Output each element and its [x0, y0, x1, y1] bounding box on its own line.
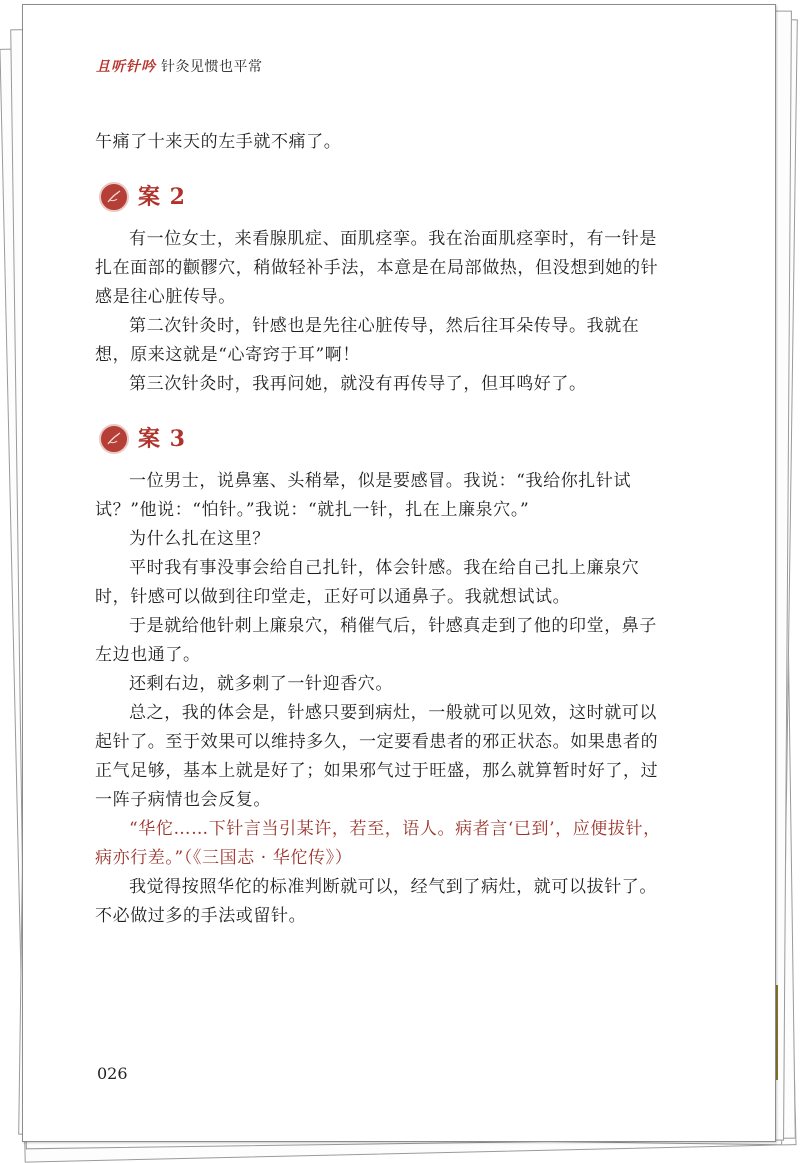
paragraph: 还剩右边，就多刺了一针迎香穴。	[129, 674, 393, 694]
running-header	[96, 56, 263, 76]
header-subtitle: 针灸见惯也平常	[161, 59, 263, 75]
paragraph: 午痛了十来天的左手就不痛了。	[95, 132, 342, 152]
case-2-heading	[95, 179, 673, 215]
paragraph: 有一位女士，来看腺肌症、面肌痉挛。我在治面肌痉挛时，有一针是扎在面部的颧髎穴，稍做轻补手法，本意是在局部做热，但没想到她的针感是往心脏传导。	[95, 229, 659, 307]
page-number: 026	[97, 1064, 128, 1083]
page-content	[95, 128, 673, 931]
case-2-title: 案 2	[138, 183, 186, 210]
paragraph: 于是就给他针刺上廉泉穴，稍催气后，针感真走到了他的印堂，鼻子左边也通了。	[95, 616, 657, 665]
case-3-heading	[95, 421, 673, 457]
paragraph: 我觉得按照华佗的标准判断就可以，经气到了病灶，就可以拔针了。不必做过多的手法或留针。	[95, 877, 657, 926]
bamboo-icon	[99, 182, 129, 212]
paragraph: 第三次针灸时，我再问她，就没有再传导了，但耳鸣好了。	[129, 374, 587, 394]
paragraph: 第二次针灸时，针感也是先往心脏传导，然后往耳朵传导。我就在想，原来这就是“心寄窍于耳”啊！	[95, 316, 640, 365]
bamboo-icon	[99, 424, 129, 454]
case-3-title: 案 3	[138, 425, 186, 452]
paragraph: 平时我有事没事会给自己扎针，体会针感。我在给自己扎上廉泉穴时，针感可以做到往印堂走，正好可以通鼻子。我就想试试。	[95, 558, 640, 607]
paragraph: 总之，我的体会是，针感只要到病灶，一般就可以见效，这时就可以起针了。至于效果可以维持多久，一定要看患者的邪正状态。如果患者的正气足够，基本上就是好了；如果邪气过于旺盛，那么就算暂时好了，过一阵子病情也会反复。	[95, 703, 659, 810]
quotation: “华佗……下针言当引某许，若至，语人。病者言‘已到’，应便拔针，病亦行差。”（《三国志 · 华佗传》）	[95, 819, 661, 868]
paragraph: 一位男士，说鼻塞、头稍晕，似是要感冒。我说：“我给你扎针试试？”他说：“怕针。”我说：“就扎一针，扎在上廉泉穴。”	[95, 471, 632, 520]
paragraph: 为什么扎在这里？	[129, 529, 270, 549]
header-brand: 且听针吟	[96, 59, 156, 75]
